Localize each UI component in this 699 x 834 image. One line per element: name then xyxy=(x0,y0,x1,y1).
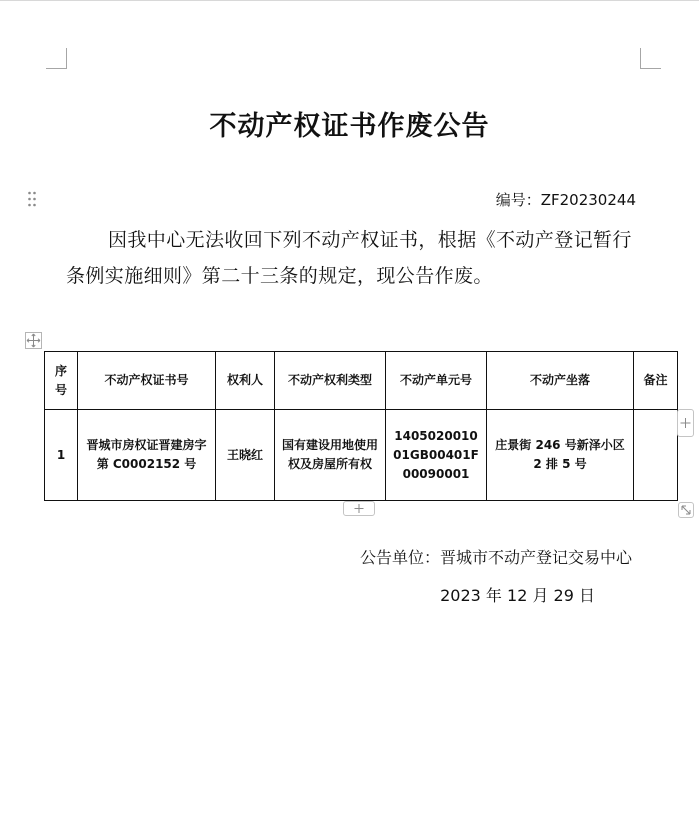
cell-right-type: 国有建设用地使用权及房屋所有权 xyxy=(275,410,386,501)
table-header-row xyxy=(45,352,678,410)
table-row xyxy=(45,410,678,501)
cell-note xyxy=(634,410,678,501)
announcement-paragraph: 因我中心无法收回下列不动产权证书，根据《不动产登记暂行条例实施细则》第二十三条的规定，现公告作废。 xyxy=(66,229,632,287)
document-number-value: ZF20230244 xyxy=(540,191,636,209)
issuing-unit: 公告单位：晋城市不动产登记交易中心 xyxy=(359,548,632,567)
add-row-button[interactable] xyxy=(343,501,375,516)
move-icon[interactable] xyxy=(25,332,42,349)
cell-holder: 王晓红 xyxy=(216,410,275,501)
page-top-edge xyxy=(0,0,699,1)
certificate-table xyxy=(44,351,678,501)
plus-icon xyxy=(678,410,693,436)
document-number xyxy=(496,189,636,210)
header-right-type: 不动产权利类型 xyxy=(275,352,386,410)
header-holder: 权利人 xyxy=(216,352,275,410)
margin-guide-top-left xyxy=(46,48,67,69)
document-title: 不动产权证书作废公告 xyxy=(209,111,490,142)
cell-cert-no: 晋城市房权证晋建房字第 C0002152 号 xyxy=(78,410,216,501)
cell-unit-no: 140502001001GB00401F00090001 xyxy=(386,410,487,501)
document-number-label: 编号： xyxy=(495,191,541,209)
header-unit-no: 不动产单元号 xyxy=(386,352,487,410)
issue-date: 2023 年 12 月 29 日 xyxy=(440,586,595,605)
header-location: 不动产坐落 xyxy=(487,352,634,410)
header-cert-no: 不动产权证书号 xyxy=(78,352,216,410)
margin-guide-top-right xyxy=(640,48,661,69)
cell-seq: 1 xyxy=(45,410,78,501)
add-column-button[interactable] xyxy=(677,409,694,437)
header-note: 备注 xyxy=(634,352,678,410)
header-seq: 序号 xyxy=(45,352,78,410)
drag-handle-icon[interactable] xyxy=(27,190,37,208)
plus-icon xyxy=(344,502,374,515)
cell-location: 庄景街 246 号新泽小区 2 排 5 号 xyxy=(487,410,634,501)
resize-diagonal-icon[interactable] xyxy=(678,502,694,518)
